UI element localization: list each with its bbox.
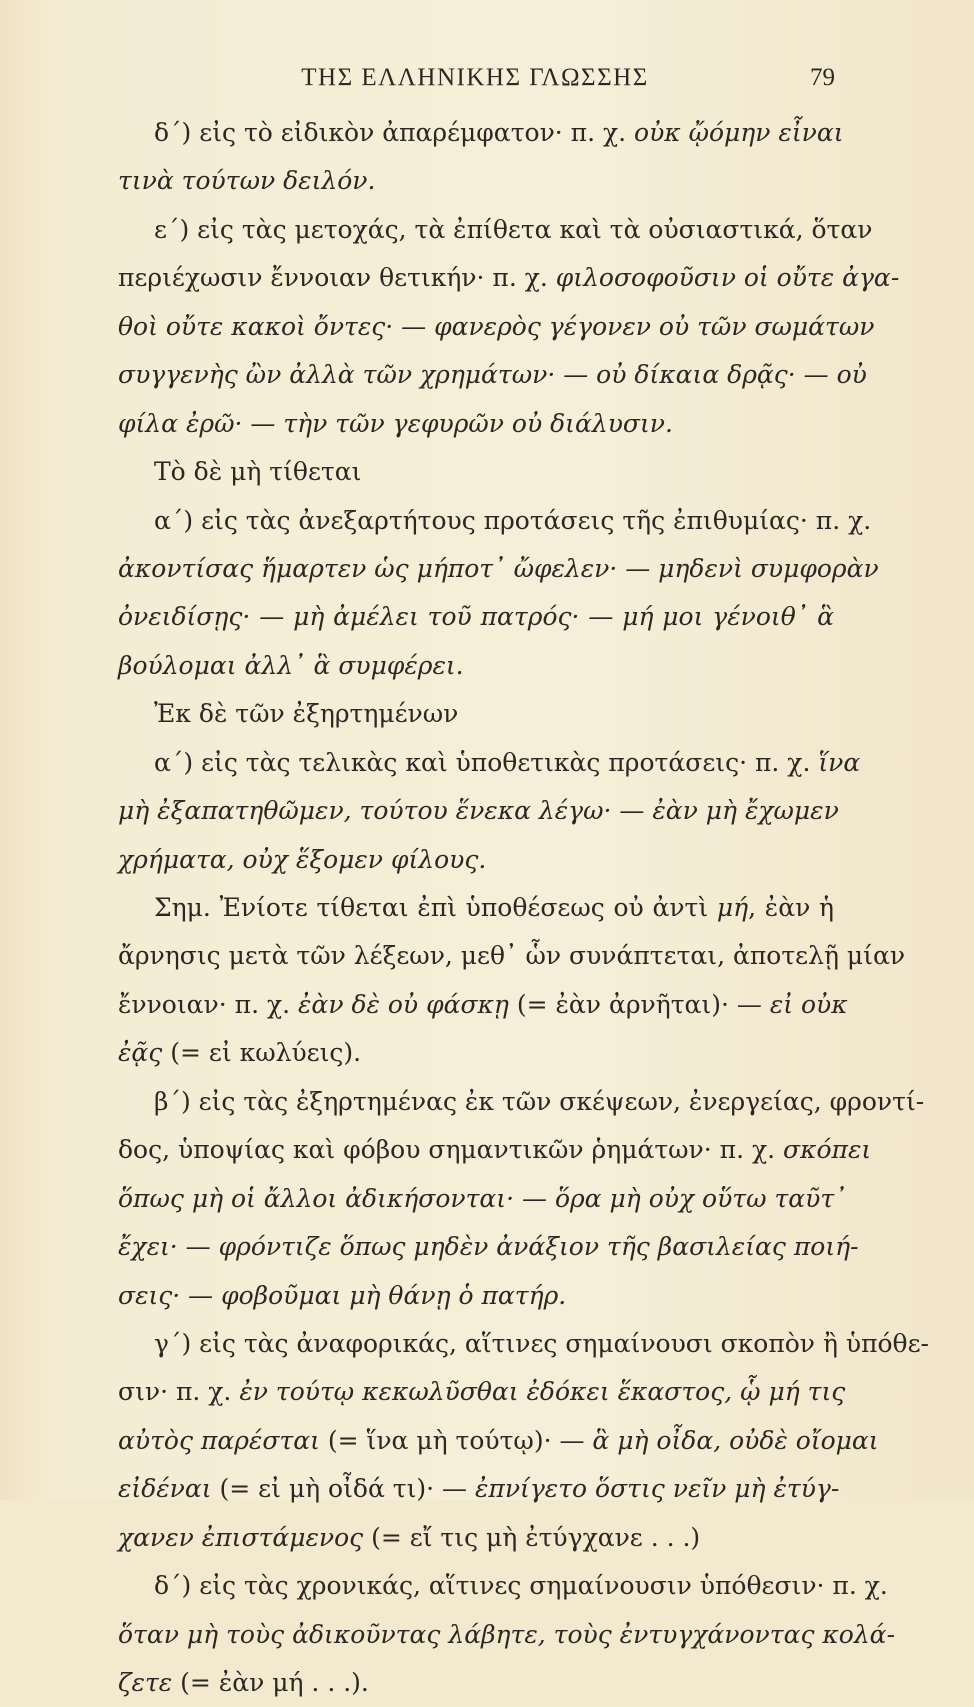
text-line bbox=[118, 1078, 925, 1126]
text-segment: δ΄) εἰς τὸ εἰδικὸν ἀπαρέμφατον· π. χ. bbox=[154, 118, 635, 147]
text-line bbox=[118, 932, 906, 980]
italic-example-text: εἰδέναι bbox=[118, 1474, 212, 1504]
italic-example-text: ἐὰν δὲ οὐ φάσκῃ bbox=[298, 989, 509, 1019]
italic-example-text: ζετε bbox=[118, 1668, 173, 1697]
text-segment: ἄρνησις μετὰ τῶν λέξεων, μεθ᾽ ὧν συνάπτεται, ἀποτελῇ μίαν bbox=[118, 941, 906, 971]
text-line bbox=[118, 1562, 888, 1610]
text-line bbox=[118, 1465, 840, 1513]
text-line bbox=[118, 448, 834, 496]
text-line bbox=[118, 1029, 834, 1077]
italic-example-text: ἐν τούτῳ κεκωλῦσθαι ἐδόκει ἕκαστος, ᾧ μή τις bbox=[239, 1377, 846, 1407]
text-line bbox=[118, 690, 834, 738]
text-segment: Σημ. Ἐνίοτε τίθεται ἐπὶ ὑποθέσεως οὐ ἀντὶ bbox=[154, 893, 717, 922]
text-line bbox=[118, 981, 848, 1029]
text-line bbox=[118, 1223, 859, 1271]
text-line bbox=[118, 1368, 846, 1416]
text-line bbox=[118, 400, 834, 448]
text-line bbox=[118, 787, 839, 835]
text-line bbox=[118, 545, 879, 593]
text-line bbox=[118, 739, 861, 787]
text-segment: γ΄) εἰς τὰς ἀναφορικάς, αἵτινες σημαίνουσι σκοπὸν ἢ ὑπόθε- bbox=[154, 1328, 929, 1358]
text-segment: Ἐκ δὲ τῶν ἐξηρτημένων bbox=[154, 699, 459, 729]
text-line bbox=[118, 593, 834, 641]
text-line bbox=[118, 836, 834, 884]
italic-example-text: ἐᾷς bbox=[118, 1038, 163, 1068]
text-line bbox=[118, 1175, 847, 1223]
italic-example-text: ὅπως μὴ οἱ ἄλλοι ἀδικήσονται· — ὅρα μὴ οὐχ οὕτω ταῦτ᾽ bbox=[118, 1183, 847, 1213]
body-text bbox=[118, 109, 929, 1707]
text-segment: α΄) εἰς τὰς τελικὰς καὶ ὑποθετικὰς προτάσεις· π. χ. bbox=[154, 747, 819, 777]
running-title: ΤΗΣ ΕΛΛΗΝΙΚΗΣ ΓΛΩΣΣΗΣ bbox=[301, 64, 649, 91]
text-segment: , ἐὰν ἡ bbox=[748, 893, 834, 922]
text-segment: περιέχωσιν ἔννοιαν θετικήν· π. χ. bbox=[118, 263, 556, 293]
text-segment: (= εἰ κωλύεις). bbox=[162, 1038, 362, 1068]
text-line bbox=[118, 884, 834, 932]
italic-example-text: σκόπει bbox=[783, 1135, 872, 1165]
italic-example-text: συγγενὴς ὢν ἀλλὰ τῶν χρημάτων· — οὐ δίκαια δρᾷς· — οὐ bbox=[118, 360, 867, 390]
text-line bbox=[118, 1514, 834, 1562]
italic-example-text: ἵνα bbox=[818, 747, 861, 777]
italic-example-text: ἔχει· — φρόντιζε ὅπως μηδὲν ἀνάξιον τῆς βασιλείας ποιή- bbox=[118, 1232, 859, 1262]
text-line bbox=[118, 303, 875, 351]
italic-example-text: σεις· — φοβοῦμαι μὴ θάνῃ ὁ πατήρ. bbox=[118, 1280, 567, 1310]
italic-example-text: αὐτὸς παρέσται bbox=[118, 1425, 320, 1455]
text-line bbox=[118, 1659, 834, 1707]
italic-example-text: χρήματα, οὐχ ἕξομεν φίλους. bbox=[118, 844, 487, 874]
text-line bbox=[118, 109, 844, 157]
text-line bbox=[118, 1272, 834, 1320]
text-segment: σιν· π. χ. bbox=[118, 1377, 240, 1407]
italic-example-text: φιλοσοφοῦσιν οἱ οὔτε ἀγα- bbox=[555, 263, 900, 293]
text-line bbox=[118, 1611, 896, 1659]
italic-example-text: ὀνειδίσῃς· — μὴ ἀμέλει τοῦ πατρός· — μή μοι γένοιθ᾽ ἃ bbox=[118, 602, 834, 632]
text-segment: Τὸ δὲ μὴ τίθεται bbox=[154, 457, 362, 487]
text-segment: ε΄) εἰς τὰς μετοχάς, τὰ ἐπίθετα καὶ τὰ οὐσιαστικά, ὅταν bbox=[154, 214, 873, 244]
text-segment: δος, ὑποψίας καὶ φόβου σημαντικῶν ῥημάτων· π. χ. bbox=[118, 1135, 784, 1165]
italic-example-text: μή bbox=[716, 893, 749, 922]
text-segment: (= εἰ μὴ οἶδά τι)· — bbox=[211, 1474, 476, 1504]
text-segment: (= ἐὰν μή . . .). bbox=[172, 1668, 369, 1697]
page-header bbox=[115, 64, 835, 104]
text-line bbox=[118, 1126, 872, 1174]
italic-example-text: φίλα ἐρῶ· — τὴν τῶν γεφυρῶν οὐ διάλυσιν. bbox=[118, 408, 673, 438]
italic-example-text: εἰ οὐκ bbox=[769, 989, 848, 1019]
text-line bbox=[118, 642, 834, 690]
italic-example-text: τινὰ τούτων δειλόν. bbox=[118, 166, 376, 196]
text-line bbox=[118, 157, 834, 205]
italic-example-text: χανεν ἐπιστάμενος bbox=[118, 1522, 364, 1552]
text-segment: δ΄) εἰς τὰς χρονικάς, αἵτινες σημαίνουσιν ὑπόθεσιν· π. χ. bbox=[154, 1571, 888, 1601]
text-line bbox=[118, 254, 900, 302]
page-number: 79 bbox=[810, 64, 835, 91]
text-segment: (= ἵνα μὴ τούτῳ)· — bbox=[319, 1425, 593, 1455]
text-line bbox=[118, 497, 872, 545]
italic-example-text: οὐκ ᾤόμην εἶναι bbox=[634, 118, 844, 147]
italic-example-text: ἃ μὴ οἶδα, οὐδὲ οἴομαι bbox=[592, 1425, 879, 1455]
text-segment: (= εἴ τις μὴ ἐτύγχανε . . .) bbox=[363, 1522, 701, 1552]
text-segment: α΄) εἰς τὰς ἀνεξαρτήτους προτάσεις τῆς ἐπιθυμίας· π. χ. bbox=[154, 505, 872, 535]
italic-example-text: ἐπνίγετο ὅστις νεῖν μὴ ἐτύγ- bbox=[475, 1474, 840, 1504]
text-line bbox=[118, 1417, 879, 1465]
italic-example-text: ὅταν μὴ τοὺς ἀδικοῦντας λάβητε, τοὺς ἐντυγχάνοντας κολά- bbox=[118, 1619, 896, 1649]
text-segment: (= ἐὰν ἀρνῆται)· — bbox=[508, 989, 770, 1019]
text-segment: β΄) εἰς τὰς ἐξηρτημένας ἐκ τῶν σκέψεων, ἐνεργείας, φροντί- bbox=[154, 1086, 925, 1116]
text-line bbox=[118, 206, 873, 254]
text-line bbox=[118, 351, 867, 399]
italic-example-text: βούλομαι ἀλλ᾽ ἃ συμφέρει. bbox=[118, 650, 464, 680]
italic-example-text: θοὶ οὔτε κακοὶ ὄντες· — φανερὸς γέγονεν οὐ τῶν σωμάτων bbox=[118, 311, 875, 341]
italic-example-text: ἀκοντίσας ἥμαρτεν ὡς μήποτ᾽ ὤφελεν· — μηδενὶ συμφορὰν bbox=[118, 553, 879, 583]
text-line bbox=[118, 1320, 929, 1368]
italic-example-text: μὴ ἐξαπατηθῶμεν, τούτου ἕνεκα λέγω· — ἐὰν μὴ ἔχωμεν bbox=[118, 796, 839, 826]
text-segment: ἔννοιαν· π. χ. bbox=[118, 989, 299, 1019]
